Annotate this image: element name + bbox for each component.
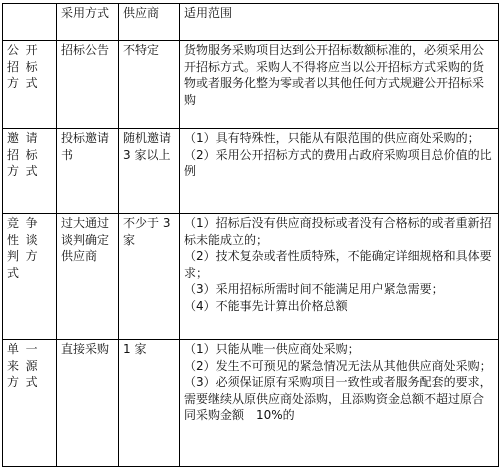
method-cell: 竞争性谈判方式 — [3, 214, 57, 340]
scope-line: 货物服务采购项目达到公开招标数额标准的，必须采用公开招标方式。采购人不得将应当以公开招标方式采购的货物或者服务化整为零或者以其他任何方式规避公开招标采购 — [184, 43, 485, 107]
scope-cell — [180, 214, 499, 340]
method-cell: 公开招标方式 — [3, 41, 57, 129]
table-row — [3, 129, 499, 214]
scope-line: （2）技术复杂或者性质特殊，不能确定详细规格和具体要求； — [184, 249, 492, 280]
scope-line: （3）采用招标所需时间不能满足用户紧急需要； — [184, 282, 444, 296]
header-row — [3, 4, 499, 41]
scope-cell — [180, 340, 499, 467]
mode-cell: 投标邀请书 — [57, 129, 119, 214]
supplier-cell: 不特定 — [119, 41, 180, 129]
table-row — [3, 340, 499, 467]
scope-line: （2）发生不可预见的紧急情况无法从其他供应商处采购； — [184, 358, 492, 373]
scope-cell — [180, 41, 499, 129]
scope-line: （4）不能事先计算出价格总额 — [184, 298, 348, 313]
mode-cell: 过大通过谈判确定供应商 — [57, 214, 119, 340]
procurement-methods-table — [2, 3, 499, 467]
header-cell-supplier: 供应商 — [119, 4, 180, 41]
header-cell-method — [3, 4, 57, 41]
scope-line: （1）招标后没有供应商投标或者没有合格标的或者重新招标未能成立的； — [184, 216, 492, 247]
method-cell: 邀请招标方式 — [3, 129, 57, 214]
mode-cell: 直接采购 — [57, 340, 119, 467]
scope-line: （1）具有特殊性，只能从有限范围的供应商处采购的； — [184, 131, 480, 145]
table-row — [3, 214, 499, 340]
supplier-cell: 随机邀请 3 家以上 — [119, 129, 180, 214]
supplier-cell: 不少于 3 家 — [119, 214, 180, 340]
method-cell: 单一来源方式 — [3, 340, 57, 467]
header-cell-mode: 采用方式 — [57, 4, 119, 41]
scope-line: （2）采用公开招标方式的费用占政府采购项目总价值的比例 — [184, 147, 492, 178]
scope-line: （1）只能从唯一供应商处采购； — [184, 342, 360, 356]
table-row — [3, 41, 499, 129]
scope-cell — [180, 129, 499, 214]
supplier-cell: 1 家 — [119, 340, 180, 467]
scope-line: （3）必须保证原有采购项目一致性或者服务配套的要求，需要继续从原供应商处添购，且添购资金总额不超过原合同采购金额 10%的 — [184, 375, 492, 422]
header-cell-scope: 适用范围 — [180, 4, 499, 41]
mode-cell: 招标公告 — [57, 41, 119, 129]
